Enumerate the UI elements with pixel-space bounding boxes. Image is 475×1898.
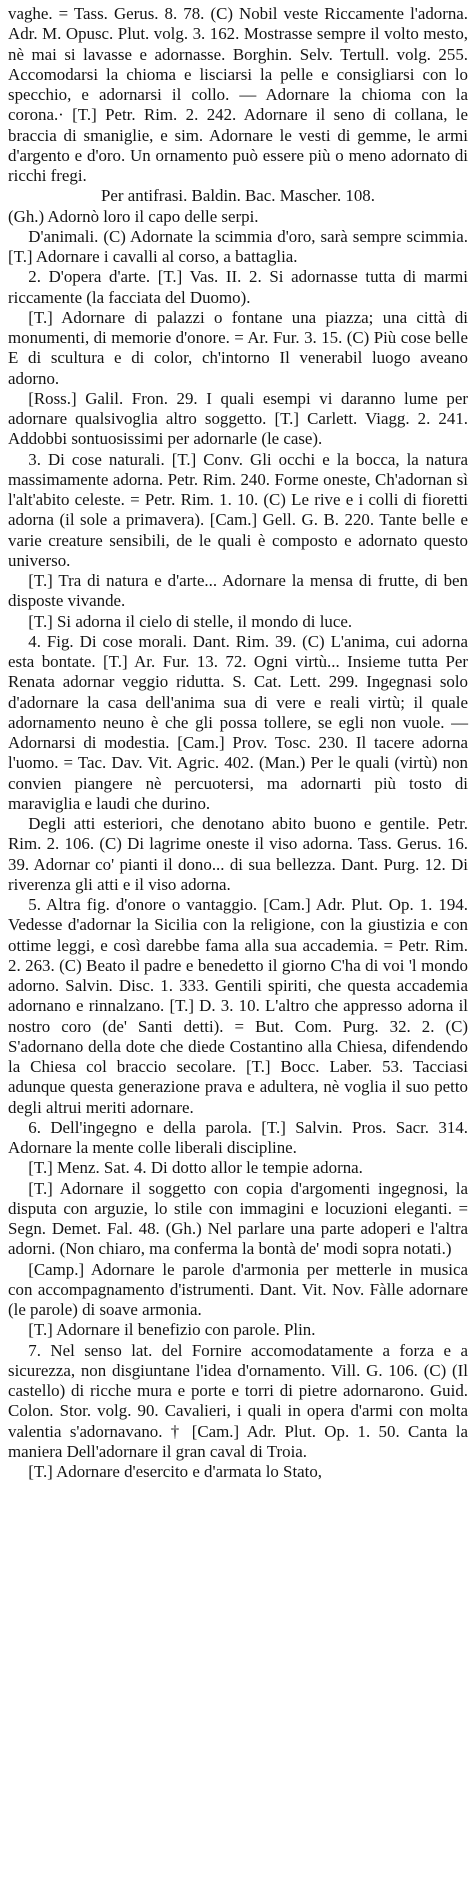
entry-paragraph: 2. D'opera d'arte. [T.] Vas. II. 2. Si adornasse tutta di marmi riccamente (la facciata del Duomo). [8,267,468,307]
entry-paragraph: [T.] Adornare il soggetto con copia d'argomenti ingegnosi, la disputa con arguzie, lo stile con immagini e locuzioni eleganti. = Segn. Demet. Fal. 48. (Gh.) Nel parlare una parte adoperi e l'altra adorni. (Non chiaro, ma conferma la bontà de' modi sopra notati.) [8,1178,468,1259]
entry-paragraph: Degli atti esteriori, che denotano abito buono e gentile. Petr. Rim. 2. 106. (C) Di lagrime oneste il viso adorna. Tass. Gerus. 16. 39. Adornar co' pianti il dono... di sua bellezza. Dant. Purg. 12. Di riverenza gli atti e il viso adorna. [8,814,468,894]
entry-paragraph: D'animali. (C) Adornate la scimmia d'oro, sarà sempre scimmia. [T.] Adornare i cavalli al corso, a battaglia. [8,226,468,266]
entry-paragraph: [T.] Menz. Sat. 4. Di dotto allor le tempie adorna. [28,1158,363,1178]
entry-paragraph: [T.] Adornare di palazzi o fontane una piazza; una città di monumenti, di memorie d'onore. = Ar. Fur. 3. 15. (C) Più cose belle E di scultura e di color, ch'intorno Il venerabil luogo aveano adorno. [8,307,468,388]
entry-paragraph: Per antifrasi. Baldin. Bac. Mascher. 108. [101,186,375,206]
entry-paragraph: 3. Di cose naturali. [T.] Conv. Gli occhi e la bocca, la natura massimamente adorna. Petr. Rim. 240. Forme oneste, Ch'adornan sì l'alt'abito celeste. = Petr. Rim. 1. 10. (C) Le rive e i colli di fioretti adorna (il sole a primavera). [Cam.] Gell. G. B. 220. Tante belle e varie creature sensibili, de le quali è composto e adornato questo universo. [8,449,468,570]
entry-paragraph: [T.] Tra di natura e d'arte... Adornare la mensa di frutte, di ben disposte vivande. [8,571,468,611]
entry-paragraph: [T.] Adornare d'esercito e d'armata lo Stato, [28,1462,323,1481]
entry-paragraph: 4. Fig. Di cose morali. Dant. Rim. 39. (C) L'anima, cui adorna esta bontate. [T.] Ar. Fur. 13. 72. Ogni virtù... Insieme tutta Per Renata adornar veggio ridutta. S. Cat. Lett. 299. Ingegnasi solo d'adornare la casa dell'anima sua di vere e reali virtù; il quale adornamento neuno è che gli possa tollere, se egli non vuole. — Adornarsi di modestia. [Cam.] Prov. Tosc. 230. Il tacere adorna l'uomo. = Tac. Dav. Vit. Agric. 402. (Man.) Per le quali (virtù) non convien piangere nè percuotersi, ma adornarti più tosto di maraviglia e laudi che durino. [8,631,468,813]
entry-paragraph: [Camp.] Adornare le parole d'armonia per metterle in musica con accompagnamento d'istrumenti. Dant. Vit. Nov. Fàlle adornare (le parole) di soave armonia. [8,1259,468,1319]
entry-paragraph: [T.] Si adorna il cielo di stelle, il mondo di luce. [28,611,353,631]
entry-paragraph: 5. Altra fig. d'onore o vantaggio. [Cam.] Adr. Plut. Op. 1. 194. Vedesse d'adornar la Sicilia con la religione, con la giustizia e con ottime leggi, e così darebbe fama alla sua accademia. = Petr. Rim. 2. 263. (C) Beato il padre e benedetto il giorno C'ha di voi 'l mondo adorno. Salvin. Disc. 1. 333. Gentili spiriti, che questa accademia adornano e rinnalzano. [T.] D. 3. 10. L'altro che appresso adorna il nostro coro (de' Santi detti). = But. Com. Purg. 32. 2. (C) S'adornano della dote che diede Costantino alla Chiesa, difendendo la Chiesa col braccio secolare. [T.] Bocc. Laber. 53. Tacciasi adunque questa generazione prava e adultera, nè voglia il suo petto degli altrui meriti adornare. [8,895,468,1117]
entry-paragraph: [T.] Adornare il benefizio con parole. Plin. [28,1320,316,1340]
entry-paragraph: (Gh.) Adornò loro il capo delle serpi. [8,206,259,226]
entry-paragraph: [Ross.] Galil. Fron. 29. I quali esempi vi daranno lume per adornare qualsivoglia altro soggetto. [T.] Carlett. Viagg. 2. 241. Addobbi sontuosissimi per adornarle (le case). [8,388,468,449]
entry-text-column [8,4,468,1482]
entry-paragraph: 6. Dell'ingegno e della parola. [T.] Salvin. Pros. Sacr. 314. Adornare la mente colle liberali discipline. [8,1117,468,1157]
entry-paragraph: 7. Nel senso lat. del Fornire accomodatamente a forza e a sicurezza, non disgiuntane l'idea d'ornamento. Vill. G. 106. (C) (Il castello) di ricche mura e porte e torri di pietre adornarono. Guid. Colon. Stor. volg. 90. Cavalieri, i quali in opera d'armi con molta valentia s'adornavano. † [Cam.] Adr. Plut. Op. 1. 50. Canta la maniera Dell'adornare il gran caval di Troia. [8,1340,468,1461]
entry-paragraph: vaghe. = Tass. Gerus. 8. 78. (C) Nobil veste Riccamente l'adorna. Adr. M. Opusc. Plut. volg. 3. 162. Mostrasse sempre il volto mesto, nè mai si lavasse e adornasse. Borghin. Selv. Tertull. volg. 255. Accomodarsi la chioma e lisciarsi la pelle e consigliarsi con lo specchio, e adornarsi il collo. — Adornare la chioma con la corona.· [T.] Petr. Rim. 2. 242. Adornare il seno di collana, le braccia di smaniglie, e sim. Adornare le vesti di gemme, le armi d'argento e d'oro. Un ornamento può essere più o meno adornato di ricchi fregi. [8,4,468,185]
